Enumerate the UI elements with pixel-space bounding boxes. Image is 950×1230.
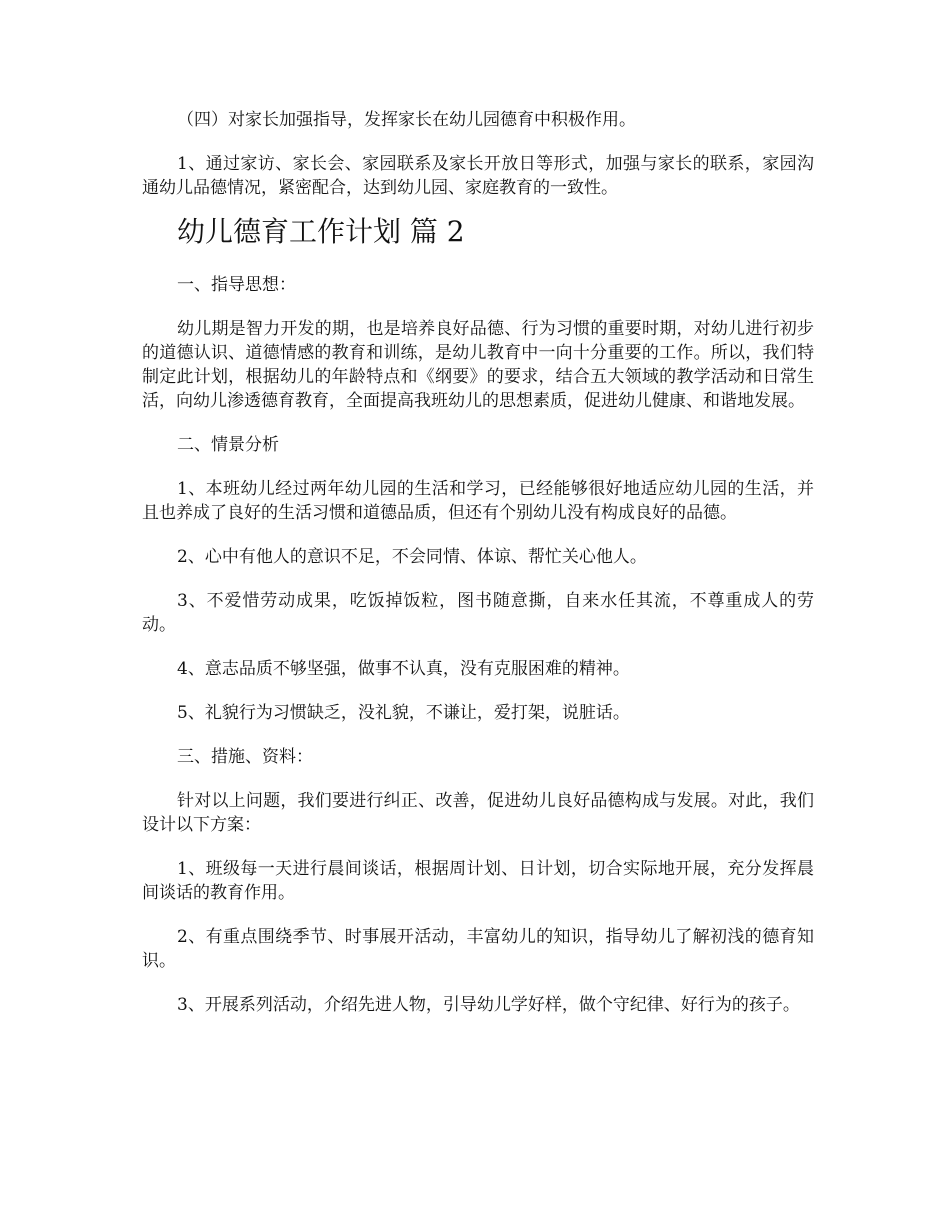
paragraph-situation-1: 1、本班幼儿经过两年幼儿园的生活和学习，已经能够很好地适应幼儿园的生活，并且也养成了良好的生活习惯和道德品质，但还有个别幼儿没有构成良好的品德。 xyxy=(142,479,814,523)
document-page xyxy=(142,108,814,1037)
heading-situation-analysis: 二、情景分析 xyxy=(177,435,279,455)
section-title: 幼儿德育工作计划 篇 2 xyxy=(177,215,465,248)
paragraph-measures-intro: 针对以上问题，我们要进行纠正、改善，促进幼儿良好品德构成与发展。对此，我们设计以下方案： xyxy=(142,791,814,835)
paragraph-measure-3: 3、开展系列活动，介绍先进人物，引导幼儿学好样，做个守纪律、好行为的孩子。 xyxy=(177,995,800,1015)
paragraph-home-contact: 1、通过家访、家长会、家园联系及家长开放日等形式，加强与家长的联系，家园沟通幼儿品德情况，紧密配合，达到幼儿园、家庭教育的一致性。 xyxy=(142,154,814,198)
paragraph-parent-guidance: （四）对家长加强指导，发挥家长在幼儿园德育中积极作用。 xyxy=(177,110,636,130)
paragraph-situation-5: 5、礼貌行为习惯缺乏，没礼貌，不谦让，爱打架，说脏话。 xyxy=(177,703,630,723)
paragraph-measure-2: 2、有重点围绕季节、时事展开活动，丰富幼儿的知识，指导幼儿了解初浅的德育知识。 xyxy=(142,927,814,971)
paragraph-situation-4: 4、意志品质不够坚强，做事不认真，没有克服困难的精神。 xyxy=(177,659,630,679)
paragraph-situation-2: 2、心中有他人的意识不足，不会同情、体谅、帮忙关心他人。 xyxy=(177,547,647,567)
paragraph-guiding-thought: 幼儿期是智力开发的期，也是培养良好品德、行为习惯的重要时期，对幼儿进行初步的道德认识、道德情感的教育和训练，是幼儿教育中一向十分重要的工作。所以，我们特制定此计划，根据幼儿的年龄特点和《纲要》的要求，结合五大领域的教学活动和日常生活，向幼儿渗透德育教育，全面提高我班幼儿的思想素质，促进幼儿健康、和谐地发展。 xyxy=(142,319,814,411)
paragraph-situation-3: 3、不爱惜劳动成果，吃饭掉饭粒，图书随意撕，自来水任其流，不尊重成人的劳动。 xyxy=(142,591,814,635)
paragraph-measure-1: 1、班级每一天进行晨间谈话，根据周计划、日计划，切合实际地开展，充分发挥晨间谈话的教育作用。 xyxy=(142,859,814,903)
heading-measures: 三、措施、资料： xyxy=(177,747,313,767)
heading-guiding-thought: 一、指导思想： xyxy=(177,275,296,295)
